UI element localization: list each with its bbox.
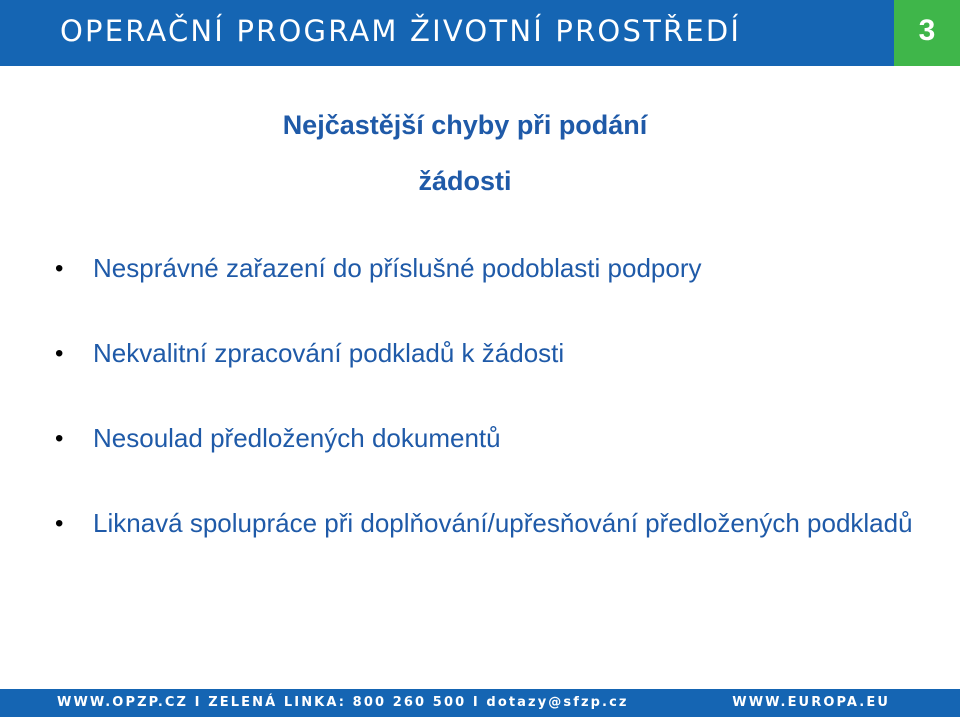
program-title: OPERAČNÍ PROGRAM ŽIVOTNÍ PROSTŘEDÍ (60, 14, 742, 48)
bullet-text: Nekvalitní zpracování podkladů k žádosti (93, 338, 565, 368)
bullet-dot-icon: • (55, 255, 64, 282)
bullet-item (55, 335, 915, 372)
bullet-dot-icon: • (55, 425, 64, 452)
slide-number: 3 (918, 14, 936, 47)
slide-title-line-2: žádosti (418, 166, 512, 196)
footer-europa-link[interactable]: WWW.EUROPA.EU (732, 695, 890, 710)
slide-title-line-1: Nejčastější chyby při podání (282, 110, 648, 140)
footer-bar (0, 689, 960, 717)
header-bar (0, 0, 894, 66)
bullet-item (55, 505, 915, 542)
slide-number-box (894, 0, 960, 66)
bullet-text: Liknavá spolupráce při doplňování/upřesňování předložených podkladů (93, 508, 913, 538)
bullet-item (55, 250, 915, 287)
bullet-list (55, 250, 915, 542)
bullet-text: Nesprávné zařazení do příslušné podoblasti podpory (93, 253, 702, 283)
bullet-item (55, 420, 915, 457)
bullet-dot-icon: • (55, 340, 64, 367)
bullet-text: Nesoulad předložených dokumentů (93, 423, 501, 453)
bullet-dot-icon: • (55, 510, 64, 537)
footer-contact-links[interactable]: WWW.OPZP.CZ I ZELENÁ LINKA: 800 260 500 I dotazy@sfzp.cz (57, 695, 629, 710)
